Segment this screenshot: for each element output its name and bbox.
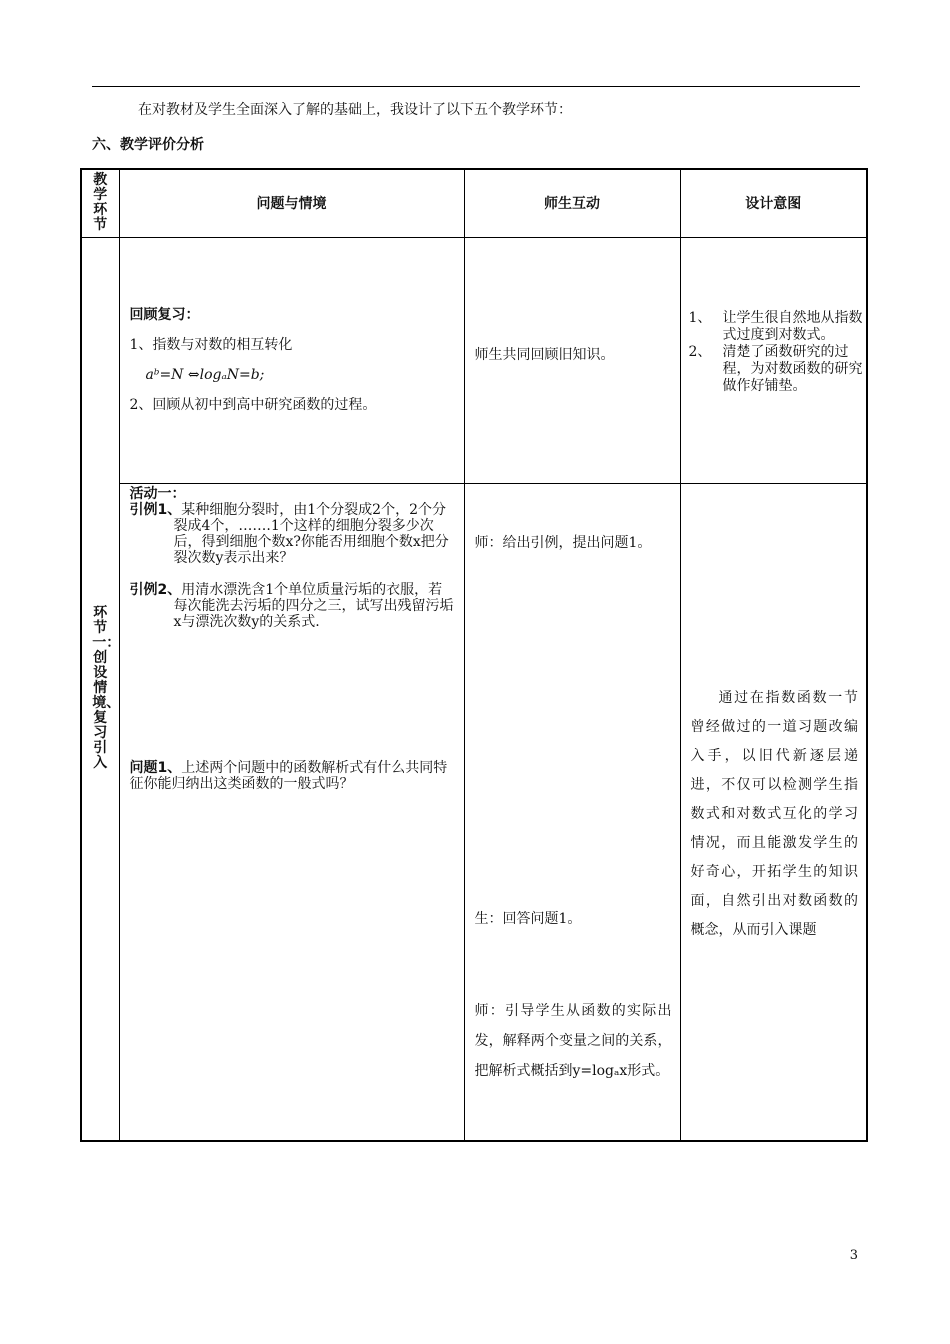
intent-cell-1 [680, 237, 867, 483]
intent-item-2: 2、 清楚了函数研究的过程，为对数函数的研究做作好铺垫。 [688, 343, 863, 394]
interaction-cell-2 [464, 483, 680, 1141]
header-interaction: 师生互动 [464, 169, 680, 237]
header-stage: 教学环节 [81, 169, 119, 237]
intro-text: 在对教材及学生全面深入了解的基础上，我设计了以下五个教学环节： [138, 102, 572, 118]
example-2: 引例2、用清水漂洗含1个单位质量污垢的衣服，若每次能洗去污垢的四分之三，试写出残留污垢x与漂洗次数y的关系式. [129, 581, 454, 630]
teaching-table [80, 168, 868, 1142]
intent-item-1: 1、 让学生很自然地从指数式过度到对数式。 [688, 309, 863, 343]
intent-list [681, 238, 867, 395]
activity-title: 活动一： [129, 485, 186, 502]
header-rule [92, 86, 860, 87]
activity-cell [119, 483, 464, 1141]
formula: aᵇ=N ⇔logₐN=b; [145, 366, 265, 383]
table-row [81, 237, 867, 483]
stage-label-cell [81, 237, 119, 1141]
review-cell [119, 237, 464, 483]
intent-text: 通过在指数函数一节曾经做过的一道习题改编入手，以旧代新逐层递进，不仅可以检测学生指数式和对数式互化的学习情况，而且能激发学生的好奇心，开拓学生的知识面，自然引出对数函数的概念，从而引入课题 [690, 689, 858, 938]
table-header-row [81, 169, 867, 237]
example-1: 引例1、某种细胞分裂时，由1个分裂成2个，2个分裂成4个，…….1个这样的细胞分裂多少次后，得到细胞个数x?你能否用细胞个数x把分裂次数y表示出来？ [129, 501, 449, 566]
stage-label: 环节一：创设情境、复习引入 [92, 605, 121, 772]
question-1: 问题1、上述两个问题中的函数解析式有什么共同特征你能归纳出这类函数的一般式吗？ [129, 759, 448, 792]
student-line-1: 生：回答问题1。 [474, 910, 582, 927]
interaction-review: 师生共同回顾旧知识。 [474, 346, 615, 363]
table-row [81, 483, 867, 1141]
review-title: 回顾复习： [129, 306, 200, 323]
review-item-1: 1、指数与对数的相互转化 [129, 336, 293, 353]
section-title: 六、教学评价分析 [92, 137, 204, 153]
interaction-cell-1 [464, 237, 680, 483]
page-number: 3 [849, 1248, 858, 1263]
teacher-line-2: 师：引导学生从函数的实际出发，解释两个变量之间的关系，把解析式概括到y=logₐx形式。 [474, 1002, 672, 1079]
review-item-2: 2、回顾从初中到高中研究函数的过程。 [129, 396, 377, 413]
header-intent: 设计意图 [680, 169, 867, 237]
teacher-line-1: 师：给出引例，提出问题1。 [474, 534, 652, 551]
intent-cell-2 [680, 483, 867, 1141]
header-question: 问题与情境 [119, 169, 464, 237]
